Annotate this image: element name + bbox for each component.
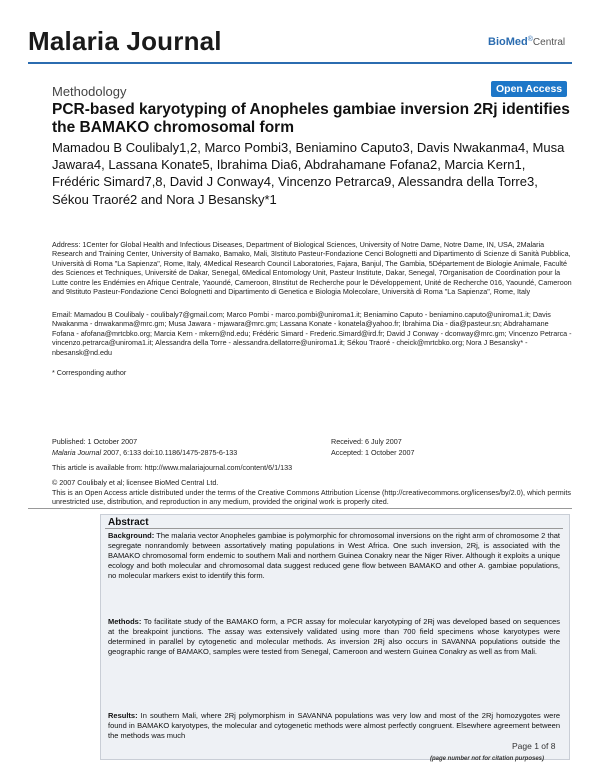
open-access-badge: Open Access: [491, 81, 567, 97]
background-label: Background:: [108, 531, 155, 540]
author-emails: Email: Mamadou B Coulibaly - coulibaly7@gmail.com; Marco Pombi - marco.pombi@uniroma1.it; Beniamino Caputo - beniamino.caputo@uniroma1.it; Davis Nwakanma - dnwakanma@mrc.gm; Musa Jawara - mjawara@mrc.gm; Lassana Konate - konatela@yahoo.fr; Ibrahima Dia - dia@pasteur.sn; Abdrahamane Fofana - afofana@mrtcbko.org; Marcia Kern - mkern@nd.edu; Frédéric Simard - Frederic.Simard@ird.fr; David J Conway - dconway@mrc.gm; Vincenzo Petrarca - vincenzo.petrarca@uniroma1.it; Alessandra della Torre - alessandra.dellatorre@uniroma1.it; Sékou Traoré - cheick@mrtcbko.org; Nora J Besansky* - nbesansk@nd.edu: [52, 310, 572, 357]
received-date: Received: 6 July 2007: [331, 437, 402, 446]
background-text: The malaria vector Anopheles gambiae is polymorphic for chromosomal inversions on the right arm of chromosome 2 that segregate nonrandomly between assortatively mating populations in West Africa. One such inversion, 2Rj, is associated with the BAMAKO chromosomal form endemic to southern Mali and northern Guinea Conakry near the Niger River. Although it exploits a unique ecology and both molecular and chromosomal data suggest reduced gene flow between BAMAKO and other A. gambiae populations, no molecular markers exist to identify this form.: [108, 531, 560, 581]
abstract-results: [108, 711, 560, 741]
affiliations: Address: 1Center for Global Health and Infectious Diseases, Department of Biological Sciences, University of Notre Dame, Notre Dame, IN, USA, 2Malaria Research and Training Center, University of Bamako, Bamako, Mali, 3Istituto Pasteur-Fondazione Cenci Bolognetti and Dipartimento di Scienze di Sanità Pubblica, Università di Roma "La Sapienza", Rome, Italy, 4Medical Research Council Laboratories, Fajara, Banjul, The Gambia, 5Département de Biologie Animale, Faculté des Sciences et Techniques, Université de Dakar, Senegal, 6Medical Entomology Unit, Pasteur Institute, Dakar, Senegal, 7Organisation de Coordination pour la Lutte contre les Endémies en Afrique Centrale, Yaoundé, Cameroon, 8Institut de Recherche pour le Développement, Unité de Recherche 016, Yaoundé, Cameroon and 9Istituto Pasteur-Fondazione Cenci Bolognetti and Dipartimento di Genetica e Biologia Molecolare, Università di Roma "La Sapienza", Rome, Italy: [52, 240, 572, 297]
results-text: In southern Mali, where 2Rj polymorphism in SAVANNA populations was very low and most of the 2Rj homozygotes were found in BAMAKO karyotypes, the molecular and cytogenetic methods were almost perfectly congruent. Elsewhere agreement between the methods was much: [108, 711, 560, 741]
accepted-date: Accepted: 1 October 2007: [331, 448, 415, 457]
author-list: Mamadou B Coulibaly1,2, Marco Pombi3, Beniamino Caputo3, Davis Nwakanma4, Musa Jawara4, Lassana Konate5, Ibrahima Dia6, Abdrahamane Fofana2, Marcia Kern1, Frédéric Simard7,8, David J Conway4, Vincenzo Petrarca9, Alessandra della Torre3, Sékou Traoré2 and Nora J Besansky*1: [52, 140, 565, 207]
header-rule: [28, 62, 572, 64]
citation-journal: Malaria Journal: [52, 448, 102, 457]
divider: [28, 508, 572, 509]
abstract-heading: Abstract: [108, 517, 149, 528]
methods-text: To facilitate study of the BAMAKO form, a PCR assay for molecular karyotyping of 2Rj was developed based on sequences at the breakpoint junctions. The assay was extensively validated using more than 700 field specimens whose karyotypes were determined in parallel by cytogenetic and molecular methods. As inversion 2Rj also occurs in SAVANNA populations outside the geographic range of BAMAKO, samples were tested from Senegal, Cameroon and western Guinea Conakry as well as from Mali.: [108, 617, 560, 657]
citation: [52, 448, 237, 458]
methods-label: Methods:: [108, 617, 142, 626]
biomed-central-logo: [488, 36, 565, 48]
journal-title: Malaria Journal: [28, 26, 222, 56]
abstract-rule: [105, 528, 563, 529]
copyright-block: [52, 478, 572, 507]
article-title: PCR-based karyotyping of Anopheles gambiae inversion 2Rj identifies the BAMAKO chromosomal form: [52, 101, 570, 136]
license-text: This is an Open Access article distributed under the terms of the Creative Commons Attribution License (http://creativecommons.org/licenses/by/2.0), which permits unrestricted use, distribution, and reproduction in any medium, provided the original work is properly cited.: [52, 487, 571, 507]
logo-central: Central: [532, 37, 566, 48]
article-url[interactable]: This article is available from: http://www.malariajournal.com/content/6/1/133: [52, 463, 293, 472]
page-number: Page 1 of 8: [512, 741, 556, 751]
results-label: Results:: [108, 711, 138, 720]
logo-bio: BioMed: [488, 36, 528, 48]
abstract-background: [108, 531, 560, 581]
abstract-methods: [108, 617, 560, 657]
published-date: Published: 1 October 2007: [52, 437, 138, 446]
copyright-line: © 2007 Coulibaly et al; licensee BioMed Central Ltd.: [52, 478, 219, 487]
section-label: Methodology: [52, 84, 127, 99]
logo-registered: ®: [527, 36, 533, 43]
page-footnote: (page number not for citation purposes): [430, 756, 545, 762]
citation-details: 2007, 6:133 doi:10.1186/1475-2875-6-133: [101, 448, 238, 457]
corresponding-author-note: * Corresponding author: [52, 368, 127, 377]
